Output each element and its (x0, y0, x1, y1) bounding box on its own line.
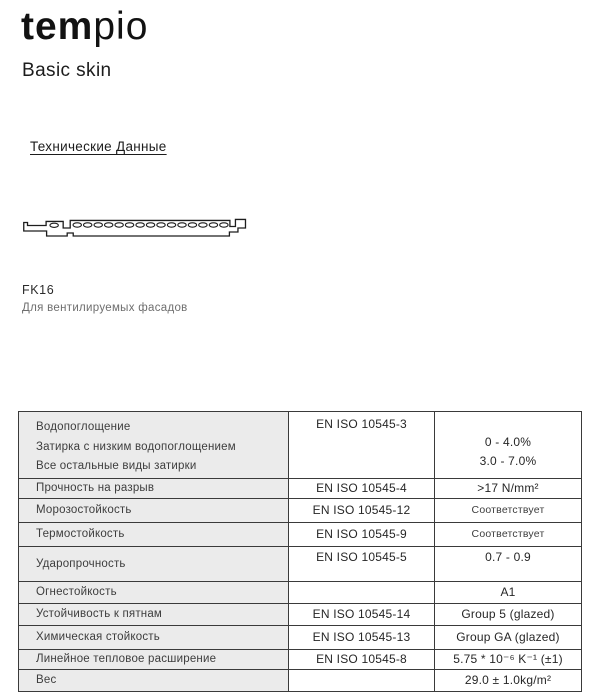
standard-cell: EN ISO 10545-4 (289, 478, 435, 498)
brand-logo (21, 6, 148, 49)
section-heading: Технические Данные (30, 139, 167, 154)
standard-cell: EN ISO 10545-5 (289, 546, 435, 581)
panel-chamber-hole (115, 223, 123, 227)
value-cell: Соответствует (435, 498, 582, 522)
table-row (19, 498, 582, 522)
panel-chamber-hole (178, 223, 186, 227)
param-line: Все остальные виды затирки (36, 460, 197, 472)
param-cell: Линейное тепловое расширение (19, 649, 289, 669)
panel-outline (24, 219, 246, 236)
value-line: 0 - 4.0% (484, 434, 532, 449)
table-row (19, 546, 582, 581)
standard-cell: EN ISO 10545-3 (289, 412, 435, 479)
technical-data-table (18, 411, 582, 692)
table-row (19, 669, 582, 691)
product-code: FK16 (22, 283, 55, 297)
standard-cell: EN ISO 10545-13 (289, 625, 435, 649)
standard-cell (289, 669, 435, 691)
panel-chamber-hole (167, 223, 175, 227)
table-row (19, 412, 582, 479)
param-cell: Ударопрочность (19, 546, 289, 581)
value-line: 3.0 - 7.0% (479, 454, 537, 468)
brand-logo-bold: tem (21, 5, 94, 48)
param-line: Водопоглощение (36, 421, 131, 433)
panel-chamber-hole (83, 223, 91, 227)
panel-chamber-hole (50, 223, 58, 227)
param-cell: Вес (19, 669, 289, 691)
table-row (19, 581, 582, 603)
brand-subtitle: Basic skin (22, 60, 112, 81)
panel-chamber-hole (104, 223, 112, 227)
table-row (19, 478, 582, 498)
value-cell: >17 N/mm² (435, 478, 582, 498)
value-cell (435, 412, 582, 479)
panel-chamber-hole (199, 223, 207, 227)
standard-cell: EN ISO 10545-14 (289, 603, 435, 625)
value-cell: 29.0 ± 1.0kg/m² (435, 669, 582, 691)
param-cell: Химическая стойкость (19, 625, 289, 649)
panel-chamber-hole (188, 223, 196, 227)
panel-chamber-hole (146, 223, 154, 227)
table-row (19, 649, 582, 669)
panel-chamber-hole (73, 223, 81, 227)
table-row (19, 603, 582, 625)
param-cell: Термостойкость (19, 522, 289, 546)
param-cell: Устойчивость к пятнам (19, 603, 289, 625)
brand-logo-light: pio (93, 5, 149, 48)
standard-cell: EN ISO 10545-8 (289, 649, 435, 669)
value-cell: 5.75 * 10⁻⁶ K⁻¹ (±1) (435, 649, 582, 669)
table-row (19, 625, 582, 649)
value-cell: Group 5 (glazed) (435, 603, 582, 625)
param-cell: Прочность на разрыв (19, 478, 289, 498)
standard-cell: EN ISO 10545-9 (289, 522, 435, 546)
panel-chamber-hole (94, 223, 102, 227)
panel-chamber-hole (125, 223, 133, 227)
value-cell: Group GA (glazed) (435, 625, 582, 649)
param-cell: Огнестойкость (19, 581, 289, 603)
param-cell (19, 412, 289, 479)
panel-chamber-hole (136, 223, 144, 227)
value-cell: Соответствует (435, 522, 582, 546)
value-line (436, 413, 580, 433)
standard-cell (289, 581, 435, 603)
standard-cell: EN ISO 10545-12 (289, 498, 435, 522)
panel-chamber-hole (209, 223, 217, 227)
value-cell: 0.7 - 0.9 (435, 546, 582, 581)
param-line: Затирка с низким водопоглощением (36, 440, 236, 453)
value-cell: A1 (435, 581, 582, 603)
param-cell: Морозостойкость (19, 498, 289, 522)
panel-chamber-hole (157, 223, 165, 227)
product-description: Для вентилируемых фасадов (22, 302, 188, 314)
table-row (19, 522, 582, 546)
panel-profile-drawing (23, 218, 250, 242)
panel-chamber-hole (220, 223, 228, 227)
